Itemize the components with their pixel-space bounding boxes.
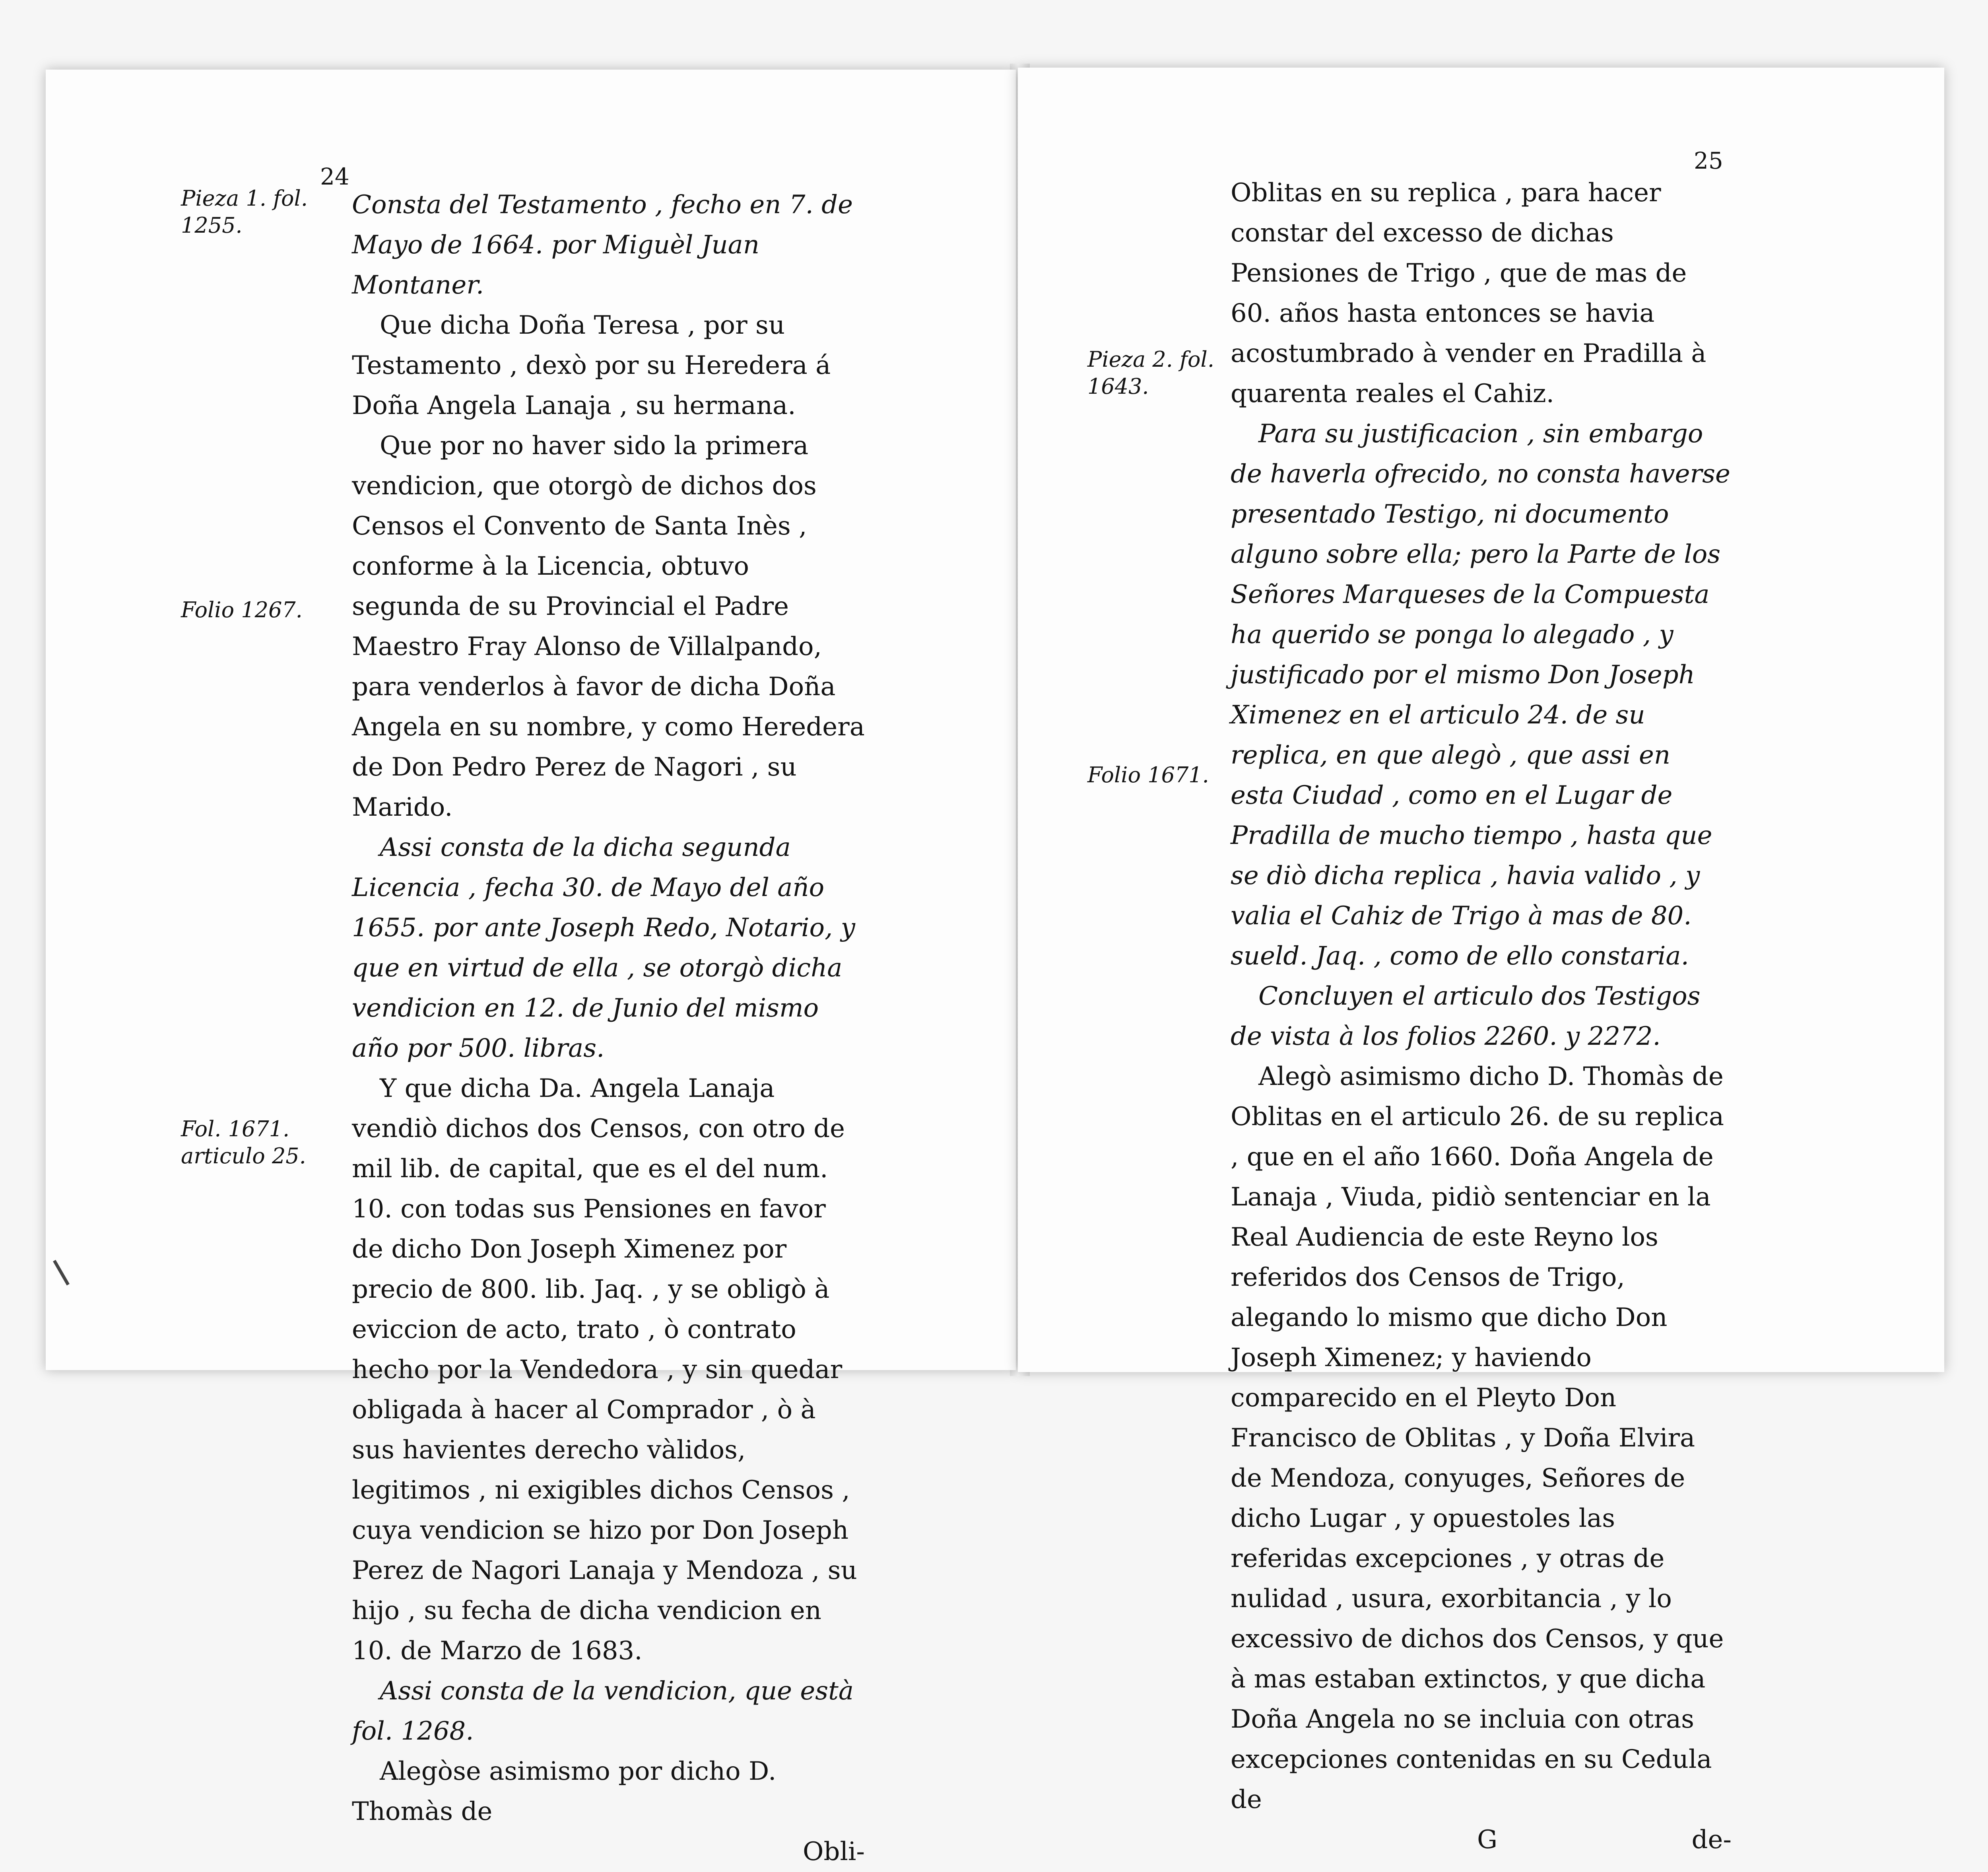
right-page [1018,68,1944,1855]
margin-note-folio-1267: Folio 1267. [181,597,303,622]
page-footer-right [1231,1820,1732,1860]
paragraph: Y que dicha Da. Angela Lanaja vendiò dichos dos Censos, con otro de mil lib. de capital, que es el del num. 10. con todas sus Pensiones en favor de dicho Don Joseph Ximenez por precio de 800. lib. Jaq. , y se obligò à eviccion de acto, trato , ò contrato hecho por la Vendedora , y sin quedar obligada à hacer al Comprador , ò à sus havientes derecho vàlidos, legitimos , ni exigibles dichos Censos , cuya vendicion se hizo por Don Joseph Perez de Nagori Lanaja y Mendoza , su hijo , su fecha de dicha vendicion en 10. de Marzo de 1683. [352,1074,857,1666]
left-page-text [352,185,865,1872]
margin-note-pieza-2: Pieza 2. fol. 1643. [1087,347,1214,399]
paragraph: Consta del Testamento , fecho en 7. de Mayo de 1664. por Miguèl Juan Montaner. [352,190,853,300]
paragraph: Assi consta de la vendicion, que està fol. 1268. [352,1676,854,1746]
margin-note-fol-1671: Fol. 1671. articulo 25. [181,1116,306,1168]
catchword-left: Obli- [803,1837,865,1866]
paragraph: Concluyen el articulo dos Testigos de vista à los folios 2260. y 2272. [1231,982,1701,1051]
page-number-left: 24 [320,163,349,190]
paragraph: Alegò asimismo dicho D. Thomàs de Oblitas en el articulo 26. de su replica , que en el año 1660. Doña Angela de Lanaja , Viuda, pidiò sentenciar en la Real Audiencia de este Reyno los referidos dos Censos de Trigo, alegando lo mismo que dicho Don Joseph Ximenez; y haviendo comparecido en el Pleyto Don Francisco de Oblitas , y Doña Elvira de Mendoza, conyuges, Señores de dicho Lugar , y opuestoles las referidas excepciones , y otras de nulidad , usura, exorbitancia , y lo excessivo de dichos dos Censos, y que à mas estaban extinctos, y que dicha Doña Angela no se incluia con otras excepciones contenidas en su Cedula de [1231,1062,1724,1814]
paragraph: Assi consta de la dicha segunda Licencia , fecha 30. de Mayo del año 1655. por ante Joseph Redo, Notario, y que en virtud de ella , se otorgò dicha vendicion en 12. de Junio del mismo año por 500. libras. [352,833,855,1063]
signature-mark: G [1477,1825,1498,1855]
paragraph: Para su justificacion , sin embargo de haverla ofrecido, no consta haverse presentado Testigo, ni documento alguno sobre ella; pero la Parte de los Señores Marqueses de la Compuesta ha querido se ponga lo alegado , y justificado por el mismo Don Joseph Ximenez en el articulo 24. de su replica, en que alegò , que assi en esta Ciudad , como en el Lugar de Pradilla de mucho tiempo , hasta que se diò dicha replica , havia valido , y valia el Cahiz de Trigo à mas de 80. sueld. Jaq. , como de ello constaria. [1231,419,1730,971]
paragraph: Oblitas en su replica , para hacer constar del excesso de dichas Pensiones de Trigo , que de mas de 60. años hasta entonces se havia acostumbrado à vender en Pradilla à quarenta reales el Cahiz. [1231,178,1706,408]
right-page-text [1231,173,1732,1860]
page-number-right: 25 [1694,147,1723,174]
paragraph: Alegòse asimismo por dicho D. Thomàs de [352,1757,777,1826]
page-mark [53,1260,70,1286]
margin-note-folio-1671: Folio 1671. [1087,762,1209,787]
left-page [46,70,1016,1866]
catchword-right: de- [1691,1825,1732,1855]
paragraph: Que por no haver sido la primera vendicion, que otorgò de dichos dos Censos el Convento de Santa Inès , conforme à la Licencia, obtuvo segunda de su Provincial el Padre Maestro Fray Alonso de Villalpando, para venderlos à favor de dicha Doña Angela en su nombre, y como Heredera de Don Pedro Perez de Nagori , su Marido. [352,431,865,822]
margin-note-pieza-1: Pieza 1. fol. 1255. [181,186,308,238]
paragraph: Que dicha Doña Teresa , por su Testamento , dexò por su Heredera á Doña Angela Lanaja , su hermana. [352,311,831,420]
